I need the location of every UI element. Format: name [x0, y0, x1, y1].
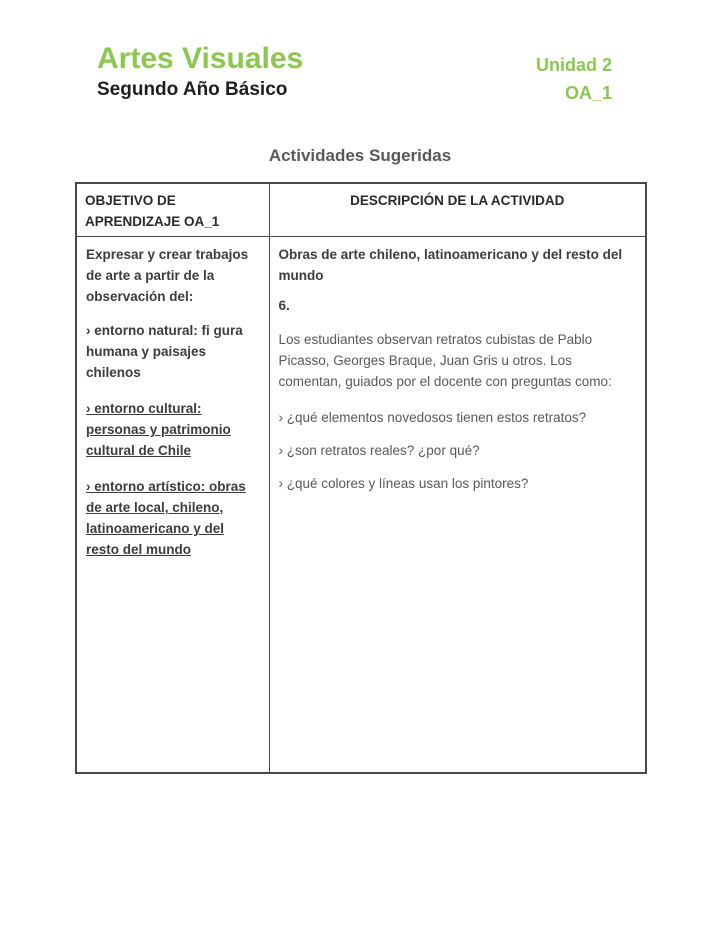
grade-subtitle: Segundo Año Básico — [97, 79, 288, 100]
objective-intro: Expresar y crear trabajos de arte a partir de la observación del: — [86, 247, 249, 304]
table-body-row — [76, 237, 646, 773]
activity-question-2: › ¿son retratos reales? ¿por qué? — [278, 443, 480, 458]
activity-title: Obras de arte chileno, latinoamericano y del resto del mundo — [278, 247, 623, 283]
header-left — [97, 42, 303, 102]
activity-cell — [269, 237, 646, 773]
section-title: Actividades Sugeridas — [268, 146, 452, 165]
oa-label: OA_1 — [564, 83, 612, 103]
document-header — [97, 42, 612, 107]
activity-number: 6. — [278, 298, 290, 313]
header-right — [536, 42, 612, 107]
unit-label: Unidad 2 — [535, 55, 612, 75]
objective-cell — [76, 237, 269, 773]
activity-question-3: › ¿qué colores y líneas usan los pintores? — [278, 476, 529, 491]
description-column-header: DESCRIPCIÓN DE LA ACTIVIDAD — [269, 183, 646, 237]
objective-item-artistico: › entorno artístico: obras de arte local, chileno, latinoamericano y del resto del mundo — [86, 479, 246, 557]
objective-item-cultural: › entorno cultural: personas y patrimonio cultural de Chile — [86, 401, 231, 458]
activity-question-1: › ¿qué elementos novedosos tienen estos retratos? — [278, 410, 587, 425]
table-header-row — [76, 183, 646, 237]
activity-description: Los estudiantes observan retratos cubistas de Pablo Picasso, Georges Braque, Juan Gris u otros. Los comentan, guiados por el docente con preguntas como: — [278, 332, 612, 389]
objective-item-natural: › entorno natural: fi gura humana y paisajes chilenos — [86, 323, 243, 380]
objective-column-header: OBJETIVO DE APRENDIZAJE OA_1 — [76, 183, 269, 237]
activities-table — [75, 182, 647, 774]
subject-title: Artes Visuales — [97, 42, 304, 75]
